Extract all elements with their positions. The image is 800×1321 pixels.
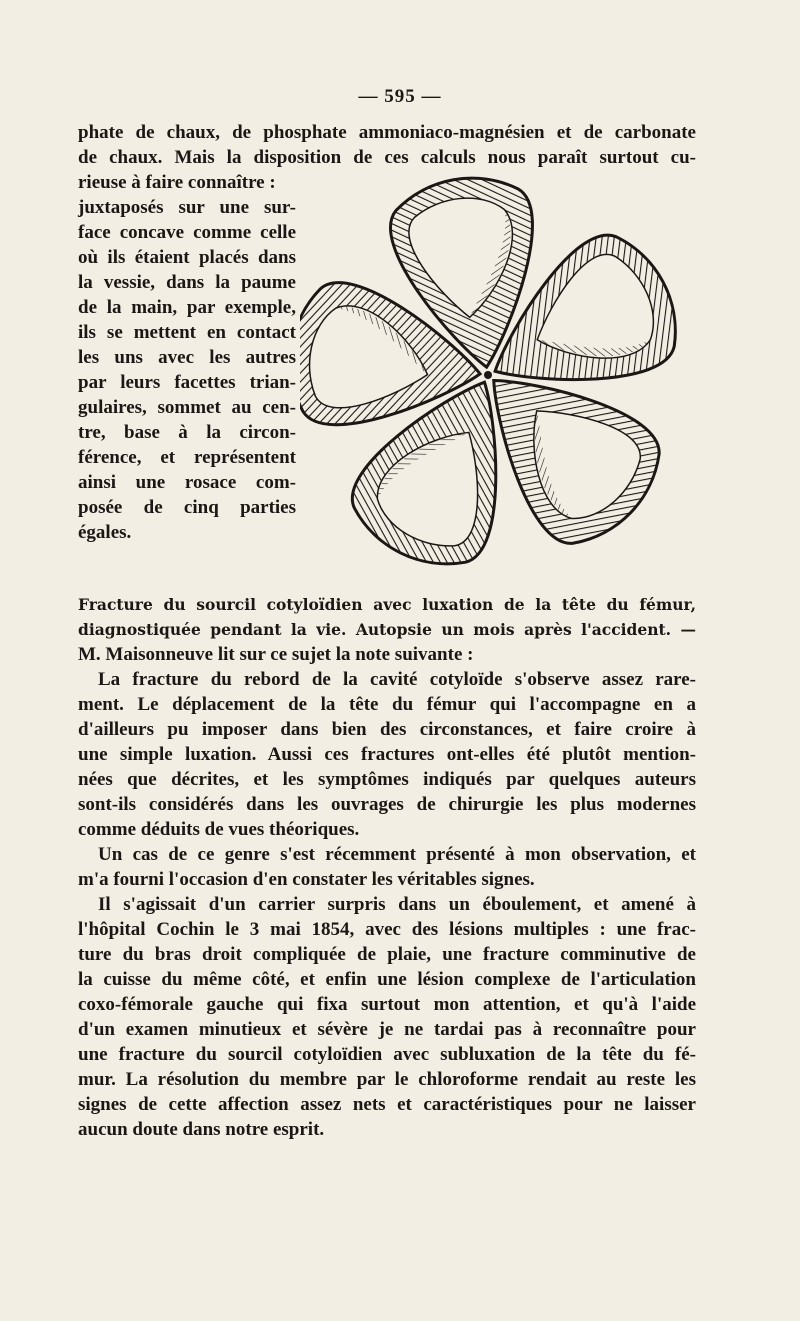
text-line: face concave comme celle xyxy=(78,222,296,243)
text-line: d'ailleurs pu imposer dans bien des circonstances, et faire croire à xyxy=(78,719,696,740)
text-line: la vessie, dans la paume xyxy=(78,272,296,293)
calculus-petals xyxy=(300,170,696,570)
text-line: comme déduits de vues théoriques. xyxy=(78,819,360,840)
text-line: une fracture du sourcil cotyloïdien avec subluxation de la tête du fé- xyxy=(78,1044,696,1065)
text-line: Il s'agissait d'un carrier surpris dans un éboulement, et amené à xyxy=(98,894,696,915)
lead-paragraph xyxy=(78,120,696,170)
text-line: aucun doute dans notre esprit. xyxy=(78,1119,325,1140)
text-line: sont-ils considérés dans les ouvrages de chirurgie les plus modernes xyxy=(78,794,696,815)
calculi-rosette-figure xyxy=(300,170,696,570)
text-line: ture du bras droit compliquée de plaie, une fracture comminutive de xyxy=(78,944,696,965)
text-line: tre, base à la circon- xyxy=(78,422,296,443)
text-line: phate de chaux, de phosphate ammoniaco-magnésien et de carbonate xyxy=(78,122,696,143)
text-line: coxo-fémorale gauche qui fixa surtout mon attention, et qu'à l'aide xyxy=(78,994,696,1015)
page-number: — 595 — xyxy=(358,86,442,107)
text-line: où ils étaient placés dans xyxy=(78,247,296,268)
text-line: mur. La résolution du membre par le chloroforme rendait au reste les xyxy=(78,1069,696,1090)
text-line: ils se mettent en contact xyxy=(78,322,296,343)
text-line: une simple luxation. Aussi ces fractures ont-elles été plutôt mention- xyxy=(78,744,696,765)
text-line: l'hôpital Cochin le 3 mai 1854, avec des lésions multiples : une frac- xyxy=(78,919,696,940)
wrapped-text-column xyxy=(78,170,296,545)
text-line: m'a fourni l'occasion d'en constater les véritables signes. xyxy=(78,869,535,890)
text-line: posée de cinq parties xyxy=(78,497,296,518)
text-line: M. Maisonneuve lit sur ce sujet la note suivante : xyxy=(78,644,474,665)
text-line: égales. xyxy=(78,522,132,543)
article-body xyxy=(78,592,696,1142)
text-line: gulaires, sommet au cen- xyxy=(78,397,296,418)
text-line: signes de cette affection assez nets et caractéristiques pour ne laisser xyxy=(78,1094,696,1115)
text-line: de la main, par exemple, xyxy=(78,297,296,318)
text-line: rieuse à faire connaître : xyxy=(78,172,276,193)
text-line: ment. Le déplacement de la tête du fémur qui l'accompagne en a xyxy=(78,694,696,715)
section-heading-line: diagnostiquée pendant la vie. Autopsie un mois après l'accident. — xyxy=(78,620,696,639)
text-line: juxtaposés sur une sur- xyxy=(78,197,296,218)
text-line: férence, et représentent xyxy=(78,447,296,468)
text-line: la cuisse du même côté, et enfin une lésion complexe de l'articulation xyxy=(78,969,696,990)
section-heading-line: Fracture du sourcil cotyloïdien avec luxation de la tête du fémur, xyxy=(78,595,696,614)
rosette-illustration xyxy=(300,170,696,570)
text-line: Un cas de ce genre s'est récemment présenté à mon observation, et xyxy=(98,844,696,865)
text-line: d'un examen minutieux et sévère je ne tardai pas à reconnaître pour xyxy=(78,1019,696,1040)
text-line: de chaux. Mais la disposition de ces calculs nous paraît surtout cu- xyxy=(78,147,696,168)
rosette-center xyxy=(484,371,492,379)
text-line: ainsi une rosace com- xyxy=(78,472,296,493)
text-line: les uns avec les autres xyxy=(78,347,296,368)
text-line: nées que décrites, et les symptômes indiqués par quelques auteurs xyxy=(78,769,696,790)
text-line: La fracture du rebord de la cavité cotyloïde s'observe assez rare- xyxy=(98,669,696,690)
text-line: par leurs facettes trian- xyxy=(78,372,296,393)
